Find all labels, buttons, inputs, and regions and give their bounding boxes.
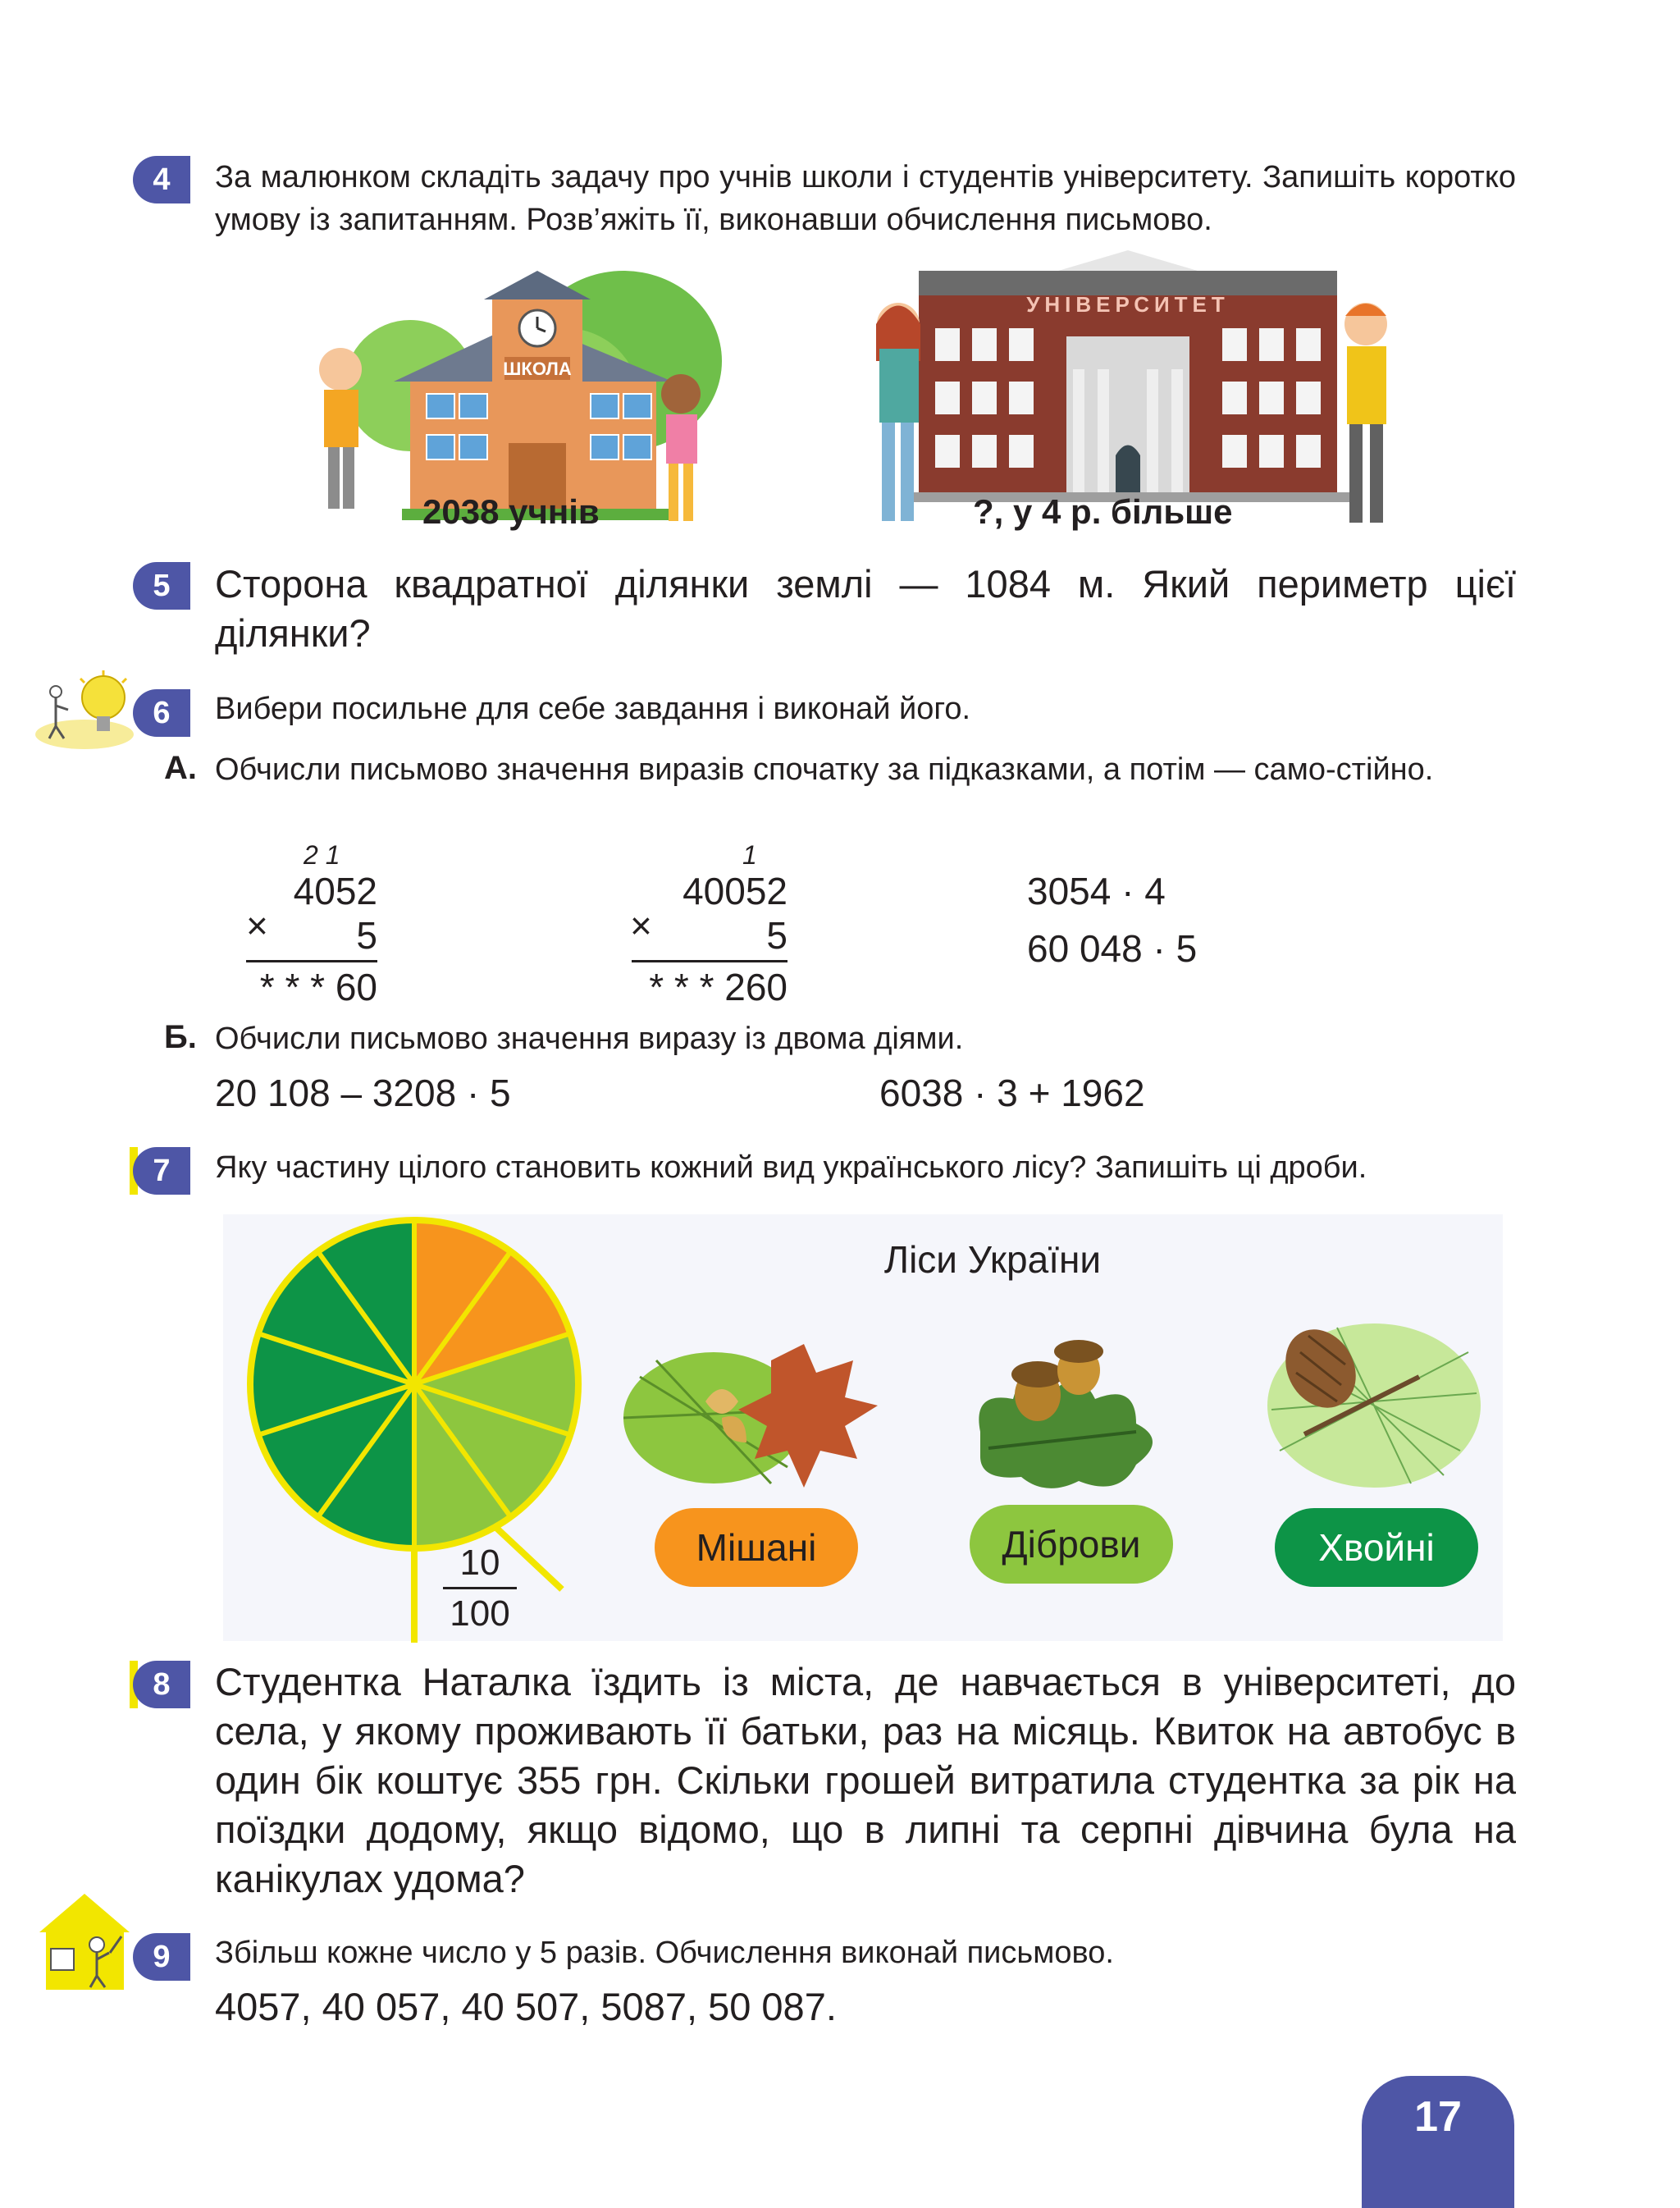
- task4-text: За малюнком складіть задачу про учнів школи і студентів університету. Запишіть коротко умову із запитанням. Розв’яжіть її, виконавши обчислення письмово.: [215, 160, 1516, 237]
- task-number-7: 7: [133, 1147, 190, 1195]
- badge-mixed: Мішані: [655, 1508, 858, 1587]
- partA-text: Обчисли письмово значення виразів спочатку за підказками, а потім — само-стійно.: [215, 752, 1434, 787]
- expressionB-1: 20 108 – 3208 · 5: [215, 1072, 511, 1114]
- task-number-9: 9: [133, 1933, 190, 1981]
- task9-numbers: 4057, 40 057, 40 507, 5087, 50 087.: [215, 1985, 837, 2028]
- mult2-result: * * * 260: [649, 966, 788, 1008]
- mult1-line: [246, 960, 377, 962]
- mult2-bottom: 5: [766, 914, 788, 957]
- mult2-top: 40052: [682, 870, 788, 912]
- badge-conifer: Хвойні: [1275, 1508, 1478, 1587]
- partB-text: Обчисли письмово значення виразу із двома діями.: [215, 1022, 964, 1056]
- expressionB-2: 6038 · 3 + 1962: [879, 1072, 1145, 1114]
- house-icon: [31, 1887, 138, 1994]
- carry-digits-2: 1: [742, 840, 757, 870]
- conifer-branch-image: [1255, 1311, 1485, 1496]
- school-caption: 2038 учнів: [422, 492, 600, 531]
- task6-text: Вибери посильне для себе завдання і виконай його.: [215, 692, 971, 726]
- mult1-bottom: 5: [356, 914, 377, 957]
- task-number-4: 4: [133, 156, 190, 203]
- partB-label: Б.: [164, 1019, 197, 1055]
- partA-label: А.: [164, 750, 197, 786]
- chart-title: Ліси України: [883, 1238, 1102, 1281]
- badge-oak: Діброви: [970, 1505, 1173, 1584]
- mult2-line: [632, 960, 788, 962]
- task9-text: Збільш кожне число у 5 разів. Обчислення виконай письмово.: [215, 1936, 1114, 1970]
- fraction-line: [443, 1587, 517, 1589]
- task8-text: Студентка Наталка їздить із міста, де навчається в університеті, до села, у якому проживають її батьки, раз на місяць. Квиток на автобус в один бік коштує 355 грн. Скільки грошей витратила студентка за рік на поїздки додому, якщо відомо, що в липні та серпні дівчина була на канікулах удома?: [215, 1660, 1516, 1900]
- mult1-top: 4052: [293, 870, 377, 912]
- fraction-denominator: 100: [450, 1593, 510, 1634]
- carry-digits-1: 2 1: [304, 840, 340, 870]
- task-number-6: 6: [133, 689, 190, 737]
- lightbulb-icon: [31, 669, 138, 751]
- fraction-numerator: 10: [459, 1543, 500, 1583]
- task7-text: Яку частину цілого становить кожний вид українського лісу? Запишіть ці дроби.: [215, 1150, 1367, 1185]
- expression-1: 3054 · 4: [1027, 870, 1166, 912]
- task-number-5: 5: [133, 562, 190, 610]
- multiply-sign-1: ×: [246, 904, 268, 947]
- forest-pie-chart: [238, 1208, 599, 1651]
- university-caption: ?, у 4 р. більше: [973, 492, 1233, 531]
- university-sign: УНІВЕРСИТЕТ: [1026, 292, 1230, 317]
- page-number: 17: [1362, 2076, 1514, 2208]
- oak-leaves-image: [956, 1333, 1177, 1493]
- school-sign: ШКОЛА: [503, 359, 572, 379]
- mult1-result: * * * 60: [259, 966, 377, 1008]
- mixed-forest-leaves-image: [623, 1328, 886, 1492]
- task5-text: Сторона квадратної ділянки землі — 1084 м. Який периметр цієї ділянки?: [215, 562, 1516, 655]
- task-number-8: 8: [133, 1661, 190, 1708]
- expression-2: 60 048 · 5: [1027, 927, 1198, 970]
- multiply-sign-2: ×: [630, 904, 652, 947]
